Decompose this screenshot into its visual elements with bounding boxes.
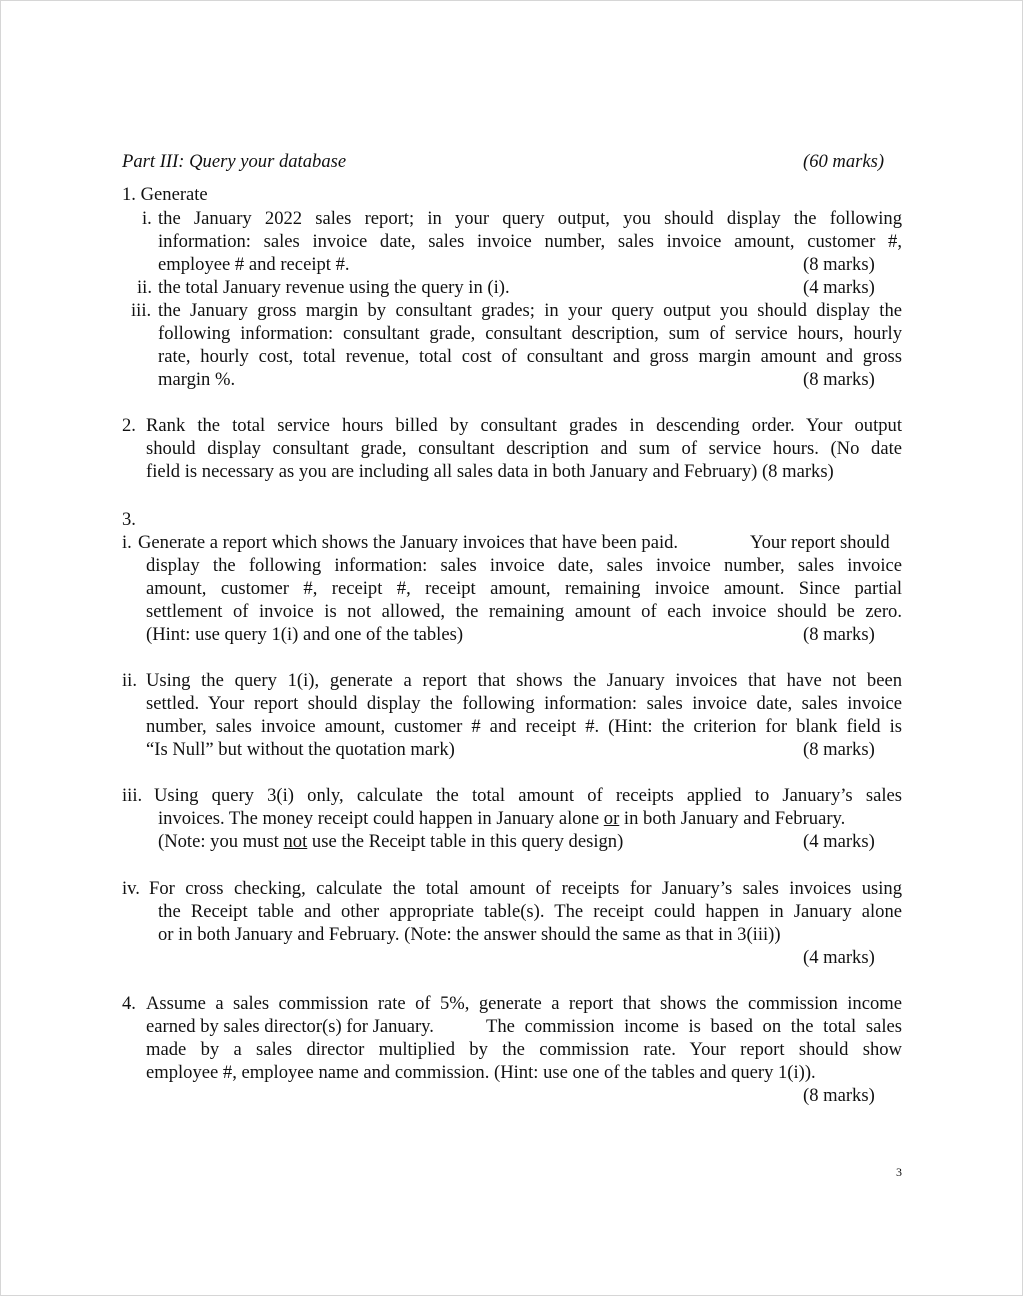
q3-iv-line2: the Receipt table and other appropriate table(s). The receipt could happen in January alone: [158, 901, 902, 922]
q1-ii-marks: (4 marks): [803, 277, 875, 298]
q2-line2: should display consultant grade, consultant description and sum of service hours. (No date: [146, 438, 902, 459]
q4-line3: made by a sales director multiplied by the commission rate. Your report should show: [146, 1039, 902, 1060]
q3-i-line4: settlement of invoice is not allowed, the remaining amount of each invoice should be zero.: [146, 601, 902, 622]
q3-iv-line3: or in both January and February. (Note: the answer should the same as that in 3(iii)): [158, 924, 781, 945]
section-title: Part III: Query your database: [122, 151, 347, 172]
q3-i-line5: (Hint: use query 1(i) and one of the tables): [146, 624, 464, 645]
q2-line3: field is necessary as you are including all sales data in both January and February) (8 marks): [146, 461, 834, 482]
q1-i-line1: the January 2022 sales report; in your query output, you should display the following: [158, 208, 902, 229]
section-marks: (60 marks): [803, 151, 885, 172]
q1-iii-line4: margin %.: [158, 369, 236, 390]
q1-iii-line3: rate, hourly cost, total revenue, total cost of consultant and gross margin amount and gross: [158, 346, 902, 367]
q1-i-marks: (8 marks): [803, 254, 875, 275]
q3-iii-line3-b: use the Receipt table in this query design): [307, 831, 624, 852]
q3-iii-marks: (4 marks): [803, 831, 875, 852]
q1-iii-line1: the January gross margin by consultant grades; in your query output you should display the: [158, 300, 902, 321]
q1-ii-label: ii.: [137, 277, 152, 298]
q4-marks: (8 marks): [803, 1085, 875, 1106]
q3-iv-label: iv.: [122, 878, 140, 899]
q4-line2b: The commission income is based on the total sales: [486, 1016, 902, 1037]
q3-heading: 3.: [122, 509, 136, 530]
q3-iii-line2-b: in both January and February.: [619, 808, 846, 829]
q3-iii-label: iii.: [122, 785, 143, 806]
q3-ii-label: ii.: [122, 670, 137, 691]
q3-i-line3: amount, customer #, receipt #, receipt amount, remaining invoice amount. Since partial: [146, 578, 902, 599]
q1-iii-line2: following information: consultant grade, consultant description, sum of service hours, hourly: [158, 323, 902, 344]
q3-iii-line2: [158, 807, 845, 830]
q3-iii-line2-or: or: [603, 808, 620, 829]
q3-i-label: i.: [122, 532, 132, 553]
q3-ii-marks: (8 marks): [803, 739, 875, 760]
q3-i-line2: display the following information: sales invoice date, sales invoice number, sales invoice: [146, 555, 902, 576]
q4-line2a: earned by sales director(s) for January.: [146, 1016, 434, 1037]
q3-iii-line3-a: (Note: you must: [158, 831, 284, 852]
q3-ii-line3: number, sales invoice amount, customer # and receipt #. (Hint: the criterion for blank field is: [146, 716, 902, 737]
q1-iii-marks: (8 marks): [803, 369, 875, 390]
q2-label: 2.: [122, 415, 136, 436]
q3-ii-line2: settled. Your report should display the following information: sales invoice date, sales invoice: [146, 693, 902, 714]
q4-label: 4.: [122, 993, 136, 1014]
q3-ii-line4: “Is Null” but without the quotation mark): [146, 739, 455, 760]
q1-ii-line1: the total January revenue using the query in (i).: [158, 277, 510, 298]
q1-iii-label: iii.: [131, 300, 152, 321]
q2-line1: Rank the total service hours billed by consultant grades in descending order. Your output: [146, 415, 902, 436]
q3-i-line1a: Generate a report which shows the January invoices that have been paid.: [138, 532, 679, 553]
q3-ii-line1: Using the query 1(i), generate a report that shows the January invoices that have not been: [146, 670, 902, 691]
q3-iv-marks: (4 marks): [803, 947, 875, 968]
q3-iii-line2-a: invoices. The money receipt could happen in January alone: [158, 808, 604, 829]
q1-i-line2: information: sales invoice date, sales invoice number, sales invoice amount, customer #,: [158, 231, 902, 252]
q4-line1: Assume a sales commission rate of 5%, generate a report that shows the commission income: [146, 993, 902, 1014]
q3-i-marks: (8 marks): [803, 624, 875, 645]
q1-i-label: i.: [142, 208, 152, 229]
q3-iii-line3: [158, 830, 623, 853]
q3-iii-line1: Using query 3(i) only, calculate the total amount of receipts applied to January’s sales: [154, 785, 902, 806]
q3-i-line1b: Your report should: [750, 532, 890, 553]
q4-line4: employee #, employee name and commission. (Hint: use one of the tables and query 1(i)).: [146, 1062, 816, 1083]
q3-iv-line1: For cross checking, calculate the total amount of receipts for January’s sales invoices using: [149, 878, 902, 899]
q1-i-line3: employee # and receipt #.: [158, 254, 350, 275]
page-number: 3: [896, 1165, 902, 1179]
q1-heading: 1. Generate: [122, 184, 208, 205]
q3-iii-line3-not: not: [283, 831, 308, 852]
